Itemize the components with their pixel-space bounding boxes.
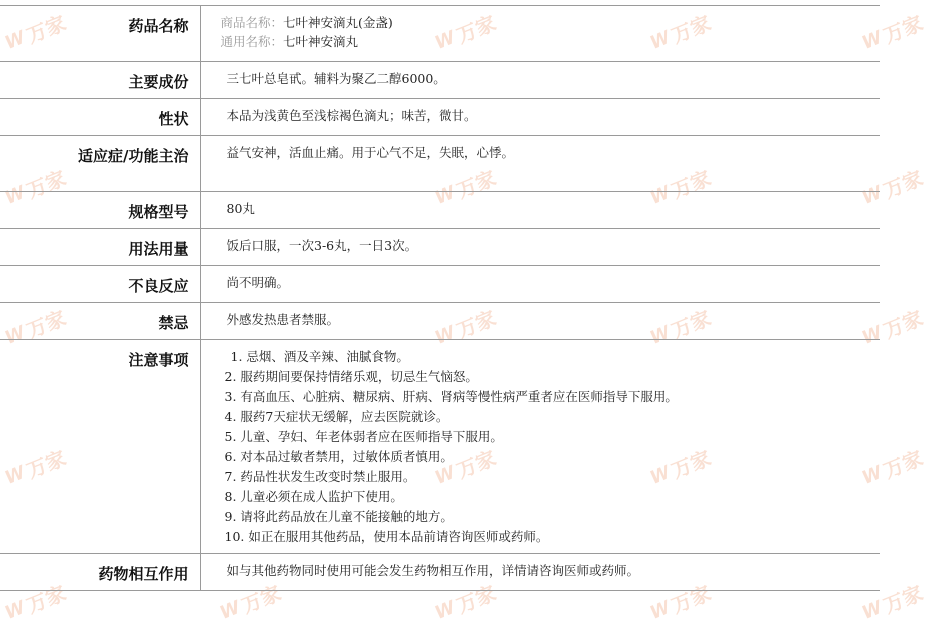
w-logo-icon: W: [647, 461, 674, 489]
list-item: 9. 请将此药品放在儿童不能接触的地方。: [224, 509, 453, 524]
w-logo-icon: W: [859, 596, 886, 624]
watermark: W 万家: [432, 580, 500, 624]
w-logo-icon: W: [647, 181, 674, 209]
row-appearance: [0, 99, 880, 136]
watermark: W 万家: [859, 305, 927, 349]
row-label: 药品名称: [0, 6, 200, 62]
watermark: W 万家: [432, 165, 500, 209]
trade-name-line: [211, 13, 881, 32]
row-label: 禁忌: [0, 303, 200, 340]
row-precautions: [0, 340, 880, 554]
precautions-list: [225, 347, 881, 547]
row-label: 药物相互作用: [0, 554, 200, 591]
watermark: W 万家: [2, 165, 70, 209]
list-item: 7. 药品性状发生改变时禁止服用。: [224, 469, 416, 484]
row-ingredients: [0, 62, 880, 99]
watermark: W 万家: [647, 10, 715, 54]
watermark: W 万家: [432, 305, 500, 349]
row-indications: [0, 136, 880, 192]
row-value: [200, 6, 880, 62]
row-value: 三七叶总皂甙。辅料为聚乙二醇6000。: [200, 62, 880, 99]
w-logo-icon: W: [432, 461, 459, 489]
row-dosage: [0, 229, 880, 266]
w-logo-icon: W: [859, 26, 886, 54]
watermark: W 万家: [859, 580, 927, 624]
w-logo-icon: W: [432, 321, 459, 349]
w-logo-icon: W: [2, 596, 29, 624]
w-logo-icon: W: [859, 461, 886, 489]
row-label: 用法用量: [0, 229, 200, 266]
w-logo-icon: W: [432, 181, 459, 209]
list-item: 4. 服药7天症状无缓解，应去医院就诊。: [224, 409, 449, 424]
list-item: 5. 儿童、孕妇、年老体弱者应在医师指导下服用。: [224, 429, 503, 444]
watermark: W 万家: [647, 305, 715, 349]
row-value: [200, 340, 880, 554]
row-value: 尚不明确。: [200, 266, 880, 303]
row-value: 益气安神，活血止痛。用于心气不足，失眠，心悸。: [200, 136, 880, 192]
row-label: 不良反应: [0, 266, 200, 303]
list-item: 2. 服药期间要保持情绪乐观，切忌生气恼怒。: [224, 369, 478, 384]
list-item: 8. 儿童必须在成人监护下使用。: [224, 489, 403, 504]
drug-info-table: [0, 5, 880, 591]
watermark: W 万家: [217, 580, 285, 624]
watermark: W 万家: [2, 580, 70, 624]
watermark: W 万家: [2, 445, 70, 489]
row-label: 规格型号: [0, 192, 200, 229]
w-logo-icon: W: [859, 321, 886, 349]
row-contraindications: [0, 303, 880, 340]
row-label: 性状: [0, 99, 200, 136]
row-interactions: [0, 554, 880, 591]
w-logo-icon: W: [647, 596, 674, 624]
trade-name-label: 商品名称：: [220, 15, 284, 30]
row-value: 外感发热患者禁服。: [200, 303, 880, 340]
row-label: 主要成份: [0, 62, 200, 99]
row-value: 饭后口服，一次3-6丸，一日3次。: [200, 229, 880, 266]
row-adverse: [0, 266, 880, 303]
generic-name-label: 通用名称：: [220, 34, 284, 49]
w-logo-icon: W: [217, 596, 244, 624]
w-logo-icon: W: [647, 321, 674, 349]
watermark: W 万家: [432, 10, 500, 54]
w-logo-icon: W: [2, 26, 29, 54]
trade-name-value: 七叶神安滴丸(金盏): [283, 15, 393, 30]
list-item: 10. 如正在服用其他药品，使用本品前请咨询医师或药师。: [224, 529, 549, 544]
watermark: W 万家: [859, 165, 927, 209]
w-logo-icon: W: [2, 461, 29, 489]
watermark: W 万家: [2, 305, 70, 349]
row-value: 80丸: [200, 192, 880, 229]
watermark: W 万家: [432, 445, 500, 489]
row-value: 如与其他药物同时使用可能会发生药物相互作用，详情请咨询医师或药师。: [200, 554, 880, 591]
w-logo-icon: W: [2, 181, 29, 209]
watermark: W 万家: [647, 165, 715, 209]
row-drug-name: [0, 6, 880, 62]
watermark: W 万家: [647, 580, 715, 624]
row-spec: [0, 192, 880, 229]
w-logo-icon: W: [2, 321, 29, 349]
watermark: W 万家: [859, 445, 927, 489]
watermark: W 万家: [647, 445, 715, 489]
list-item: 6. 对本品过敏者禁用，过敏体质者慎用。: [224, 449, 453, 464]
list-item: 3. 有高血压、心脏病、糖尿病、肝病、肾病等慢性病严重者应在医师指导下服用。: [224, 389, 678, 404]
generic-name-value: 七叶神安滴丸: [283, 34, 359, 49]
generic-name-line: [211, 32, 881, 51]
row-label: 适应症/功能主治: [0, 136, 200, 192]
row-value: 本品为浅黄色至浅棕褐色滴丸；味苦，微甘。: [200, 99, 880, 136]
w-logo-icon: W: [432, 26, 459, 54]
w-logo-icon: W: [859, 181, 886, 209]
list-item: 1. 忌烟、酒及辛辣、油腻食物。: [230, 349, 409, 364]
w-logo-icon: W: [647, 26, 674, 54]
watermark: W 万家: [2, 10, 70, 54]
row-label: 注意事项: [0, 340, 200, 554]
watermark: W 万家: [859, 10, 927, 54]
w-logo-icon: W: [432, 596, 459, 624]
